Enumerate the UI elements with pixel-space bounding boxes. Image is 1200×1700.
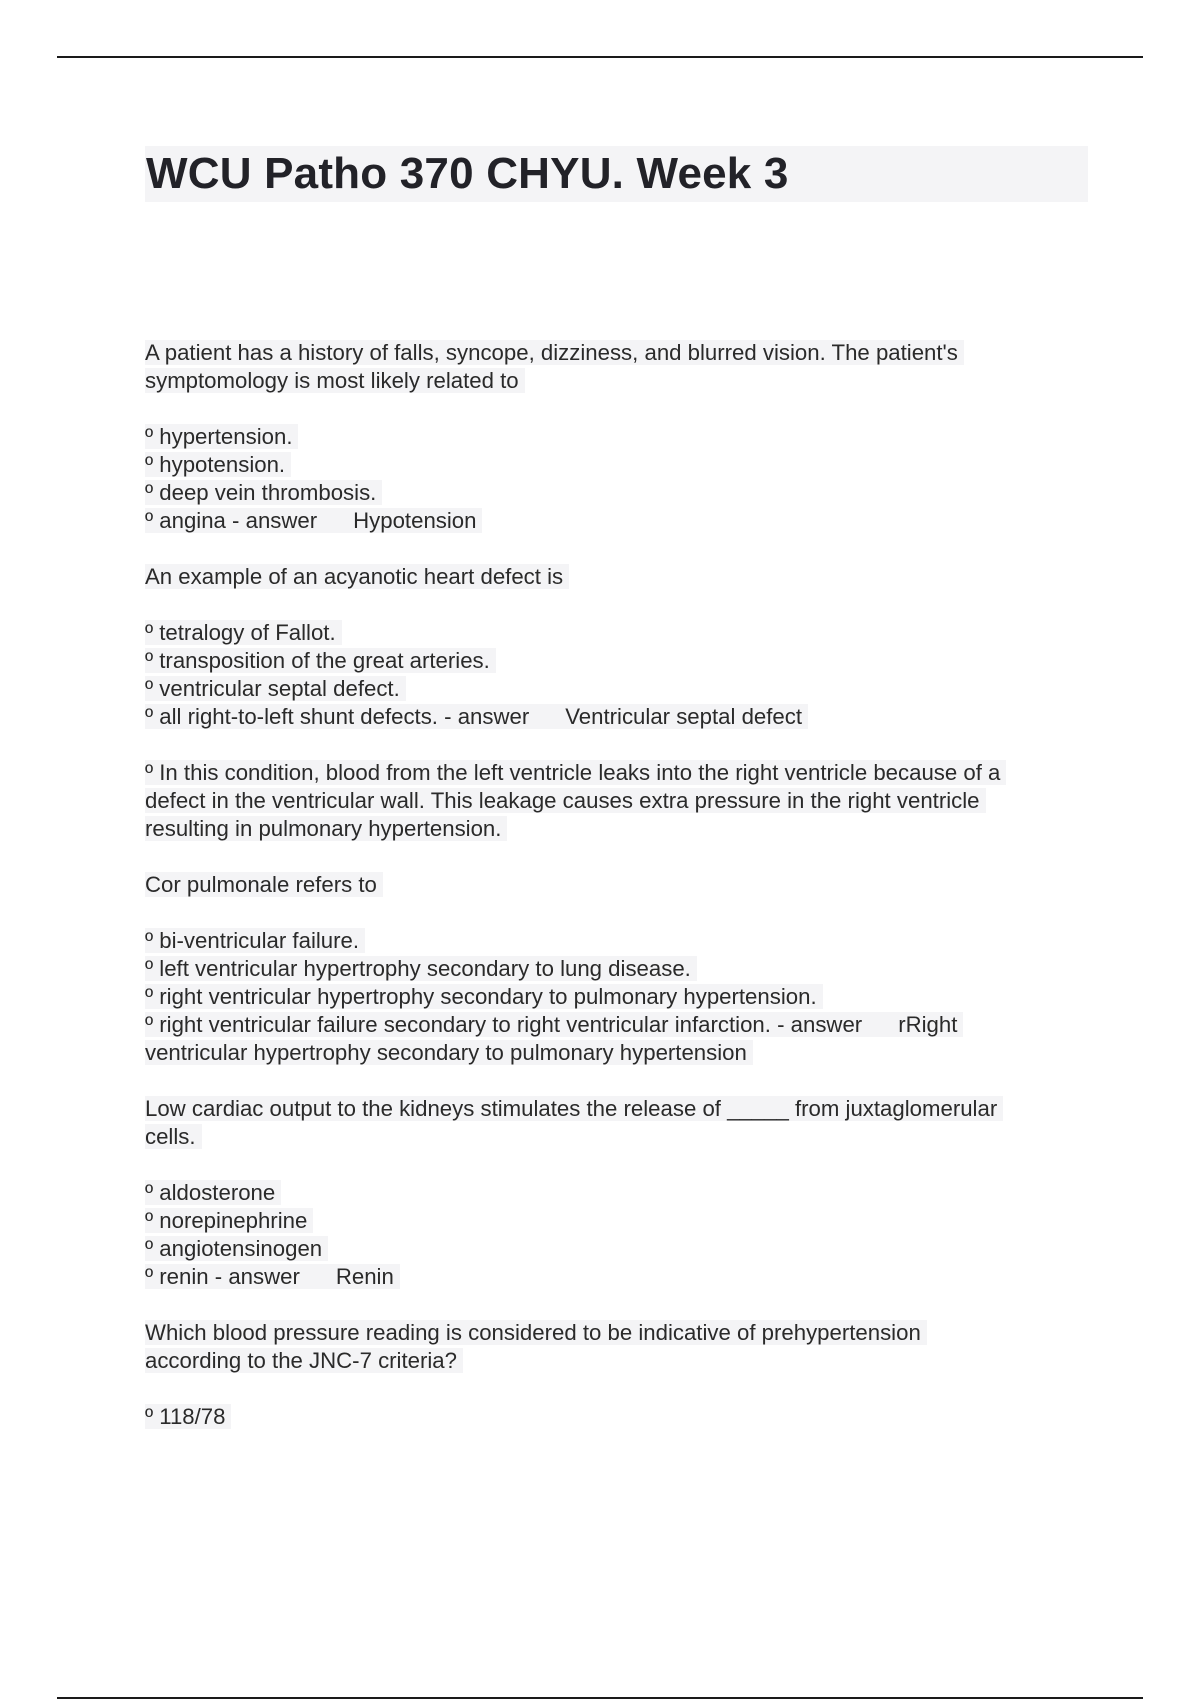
answer-option: º bi-ventricular failure. — [145, 927, 1095, 955]
answer-option: º ventricular septal defect. — [145, 675, 1095, 703]
question-2 — [145, 563, 1095, 843]
answer-option: º left ventricular hypertrophy secondary to lung disease. — [145, 955, 1095, 983]
page-title: WCU Patho 370 CHYU. Week 3 — [146, 149, 789, 198]
answer-option: º hypotension. — [145, 451, 1095, 479]
correct-answer: Hypotension — [353, 508, 477, 533]
question-3 — [145, 871, 1095, 1067]
answer-option: º tetralogy of Fallot. — [145, 619, 1095, 647]
title-block — [145, 146, 1088, 202]
question-stem-line: according to the JNC-7 criteria? — [145, 1347, 1095, 1375]
explanation-line: defect in the ventricular wall. This leakage causes extra pressure in the right ventricle — [145, 787, 1095, 815]
question-5 — [145, 1319, 1095, 1431]
answer-option: º right ventricular hypertrophy secondary to pulmonary hypertension. — [145, 983, 1095, 1011]
answer-option-with-answer: º angina - answer Hypotension — [145, 507, 1095, 535]
correct-answer: Renin — [335, 1264, 394, 1289]
answer-option: º deep vein thrombosis. — [145, 479, 1095, 507]
question-1 — [145, 339, 1095, 535]
question-stem-line: An example of an acyanotic heart defect is — [145, 563, 1095, 591]
question-list — [145, 339, 1095, 1431]
top-rule — [57, 56, 1143, 58]
question-stem-line: Which blood pressure reading is considered to be indicative of prehypertension — [145, 1319, 1095, 1347]
question-stem-line: Cor pulmonale refers to — [145, 871, 1095, 899]
answer-option: º hypertension. — [145, 423, 1095, 451]
correct-answer: rRight — [898, 1012, 958, 1037]
answer-option: º norepinephrine — [145, 1207, 1095, 1235]
answer-option: º 118/78 — [145, 1403, 1095, 1431]
answer-option: º transposition of the great arteries. — [145, 647, 1095, 675]
explanation-line: º In this condition, blood from the left ventricle leaks into the right ventricle because of a — [145, 759, 1095, 787]
question-stem-line: A patient has a history of falls, syncope, dizziness, and blurred vision. The patient's — [145, 339, 1095, 367]
explanation-line: resulting in pulmonary hypertension. — [145, 815, 1095, 843]
answer-option: º aldosterone — [145, 1179, 1095, 1207]
answer-option-with-answer: º renin - answer Renin — [145, 1263, 1095, 1291]
answer-option: º angiotensinogen — [145, 1235, 1095, 1263]
answer-option-with-answer: º all right-to-left shunt defects. - answer Ventricular septal defect — [145, 703, 1095, 731]
question-stem-line: symptomology is most likely related to — [145, 367, 1095, 395]
question-stem-line: Low cardiac output to the kidneys stimulates the release of _____ from juxtaglomerular — [145, 1095, 1095, 1123]
correct-answer: Ventricular septal defect — [565, 704, 803, 729]
question-4 — [145, 1095, 1095, 1291]
bottom-rule — [57, 1697, 1143, 1699]
correct-answer-continued: ventricular hypertrophy secondary to pulmonary hypertension — [145, 1039, 1095, 1067]
answer-option-with-answer: º right ventricular failure secondary to right ventricular infarction. - answer rRight — [145, 1011, 1095, 1039]
question-stem-line: cells. — [145, 1123, 1095, 1151]
